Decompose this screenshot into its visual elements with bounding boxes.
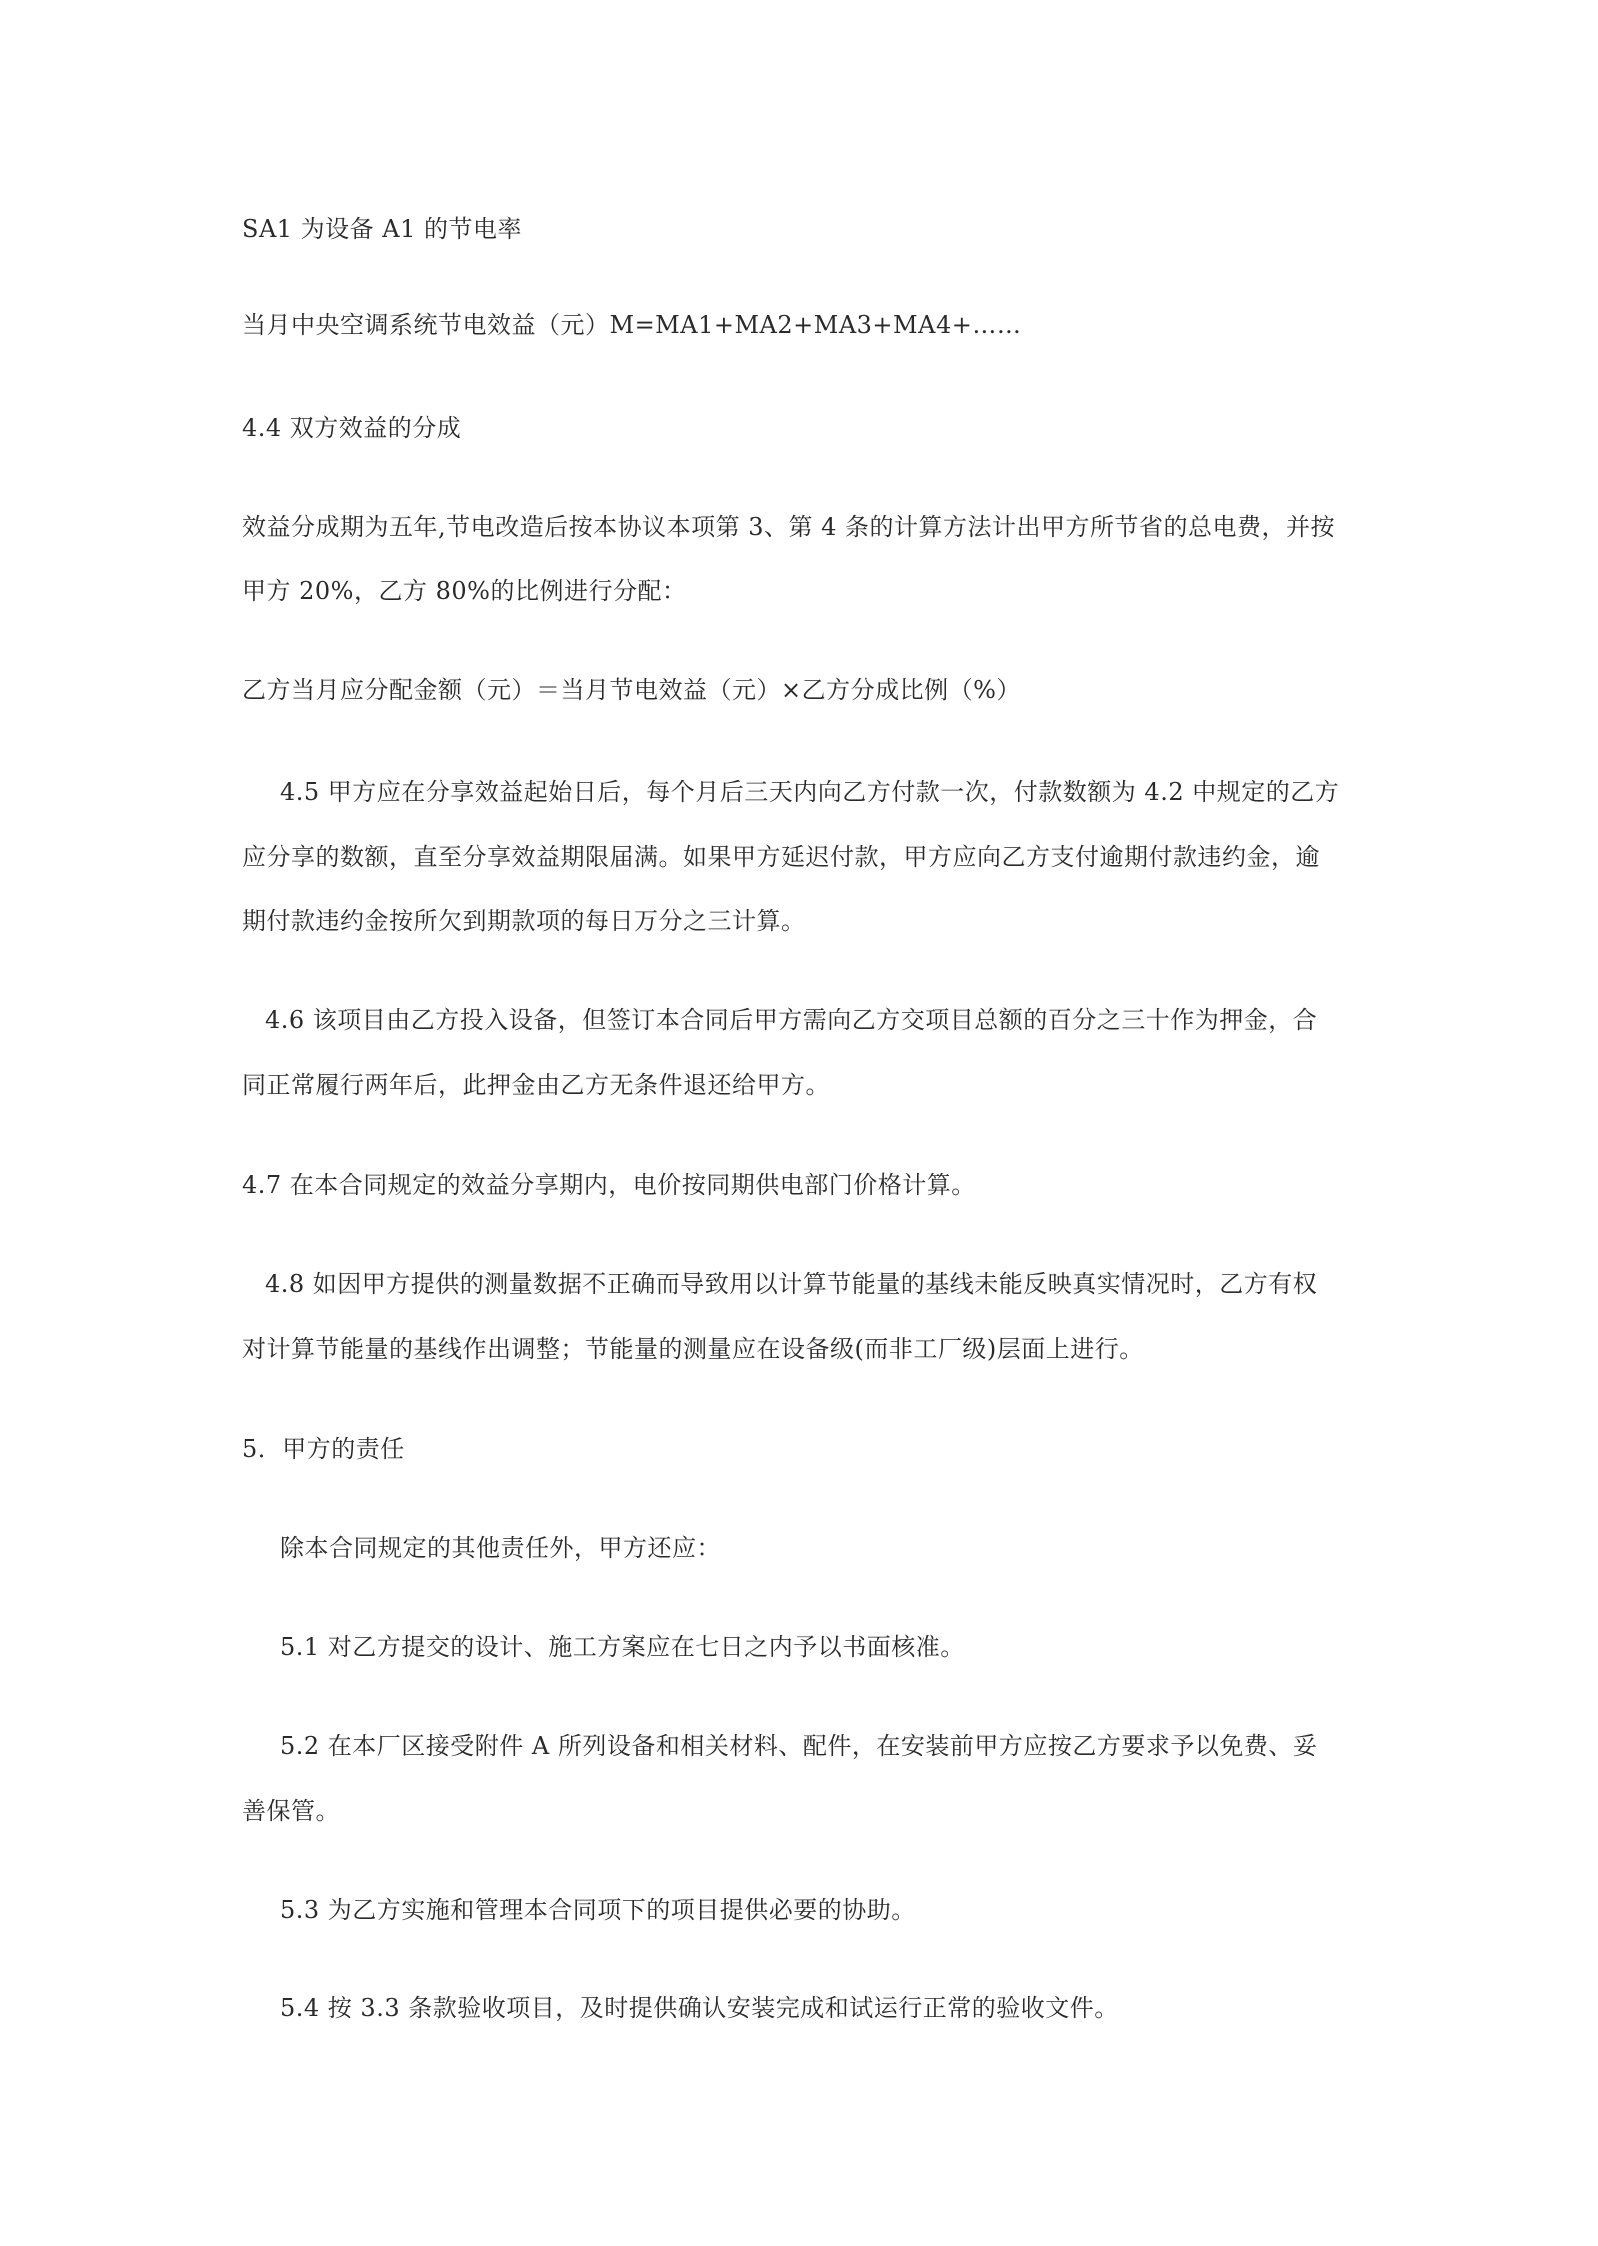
formula-line: 乙方当月应分配金额（元）＝当月节电效益（元）×乙方分成比例（%） (242, 676, 1021, 704)
clause-5-2-line-1: 5.2 在本厂区接受附件 A 所列设备和相关材料、配件，在安装前甲方应按乙方要求予以免费、妥 (280, 1732, 1318, 1760)
clause-4-6-line-2: 同正常履行两年后，此押金由乙方无条件退还给甲方。 (242, 1071, 830, 1099)
clause-4-5-line-3: 期付款违约金按所欠到期款项的每日万分之三计算。 (242, 907, 806, 935)
heading-5: 5．甲方的责任 (242, 1435, 405, 1463)
paragraph-4-4-line-1: 效益分成期为五年,节电改造后按本协议本项第 3、第 4 条的计算方法计出甲方所节省的总电费，并按 (242, 513, 1336, 541)
clause-5-intro: 除本合同规定的其他责任外，甲方还应： (280, 1534, 721, 1562)
clause-4-6-line-1: 4.6 该项目由乙方投入设备，但签订本合同后甲方需向乙方交项目总额的百分之三十作为押金，合 (265, 1006, 1318, 1034)
clause-4-5-line-1: 4.5 甲方应在分享效益起始日后，每个月后三天内向乙方付款一次，付款数额为 4.2 中规定的乙方 (280, 778, 1340, 806)
clause-5-1: 5.1 对乙方提交的设计、施工方案应在七日之内予以书面核准。 (280, 1633, 965, 1661)
text-line-total-savings: 当月中央空调系统节电效益（元）M=MA1+MA2+MA3+MA4+…… (242, 311, 1022, 339)
clause-5-4: 5.4 按 3.3 条款验收项目，及时提供确认安装完成和试运行正常的验收文件。 (280, 1994, 1119, 2022)
clause-4-8-line-2: 对计算节能量的基线作出调整；节能量的测量应在设备级(而非工厂级)层面上进行。 (242, 1335, 1144, 1363)
clause-5-3: 5.3 为乙方实施和管理本合同项下的项目提供必要的协助。 (280, 1896, 916, 1924)
paragraph-4-4-line-2: 甲方 20%，乙方 80%的比例进行分配： (242, 577, 687, 605)
clause-5-2-line-2: 善保管。 (242, 1797, 340, 1825)
clause-4-8-line-1: 4.8 如因甲方提供的测量数据不正确而导致用以计算节能量的基线未能反映真实情况时，乙方有权 (265, 1270, 1318, 1298)
text-line-sa1: SA1 为设备 A1 的节电率 (242, 215, 523, 243)
clause-4-7: 4.7 在本合同规定的效益分享期内，电价按同期供电部门价格计算。 (242, 1171, 976, 1199)
clause-4-5-line-2: 应分享的数额，直至分享效益期限届满。如果甲方延迟付款，甲方应向乙方支付逾期付款违约金，逾 (242, 843, 1320, 871)
heading-4-4: 4.4 双方效益的分成 (242, 414, 462, 442)
